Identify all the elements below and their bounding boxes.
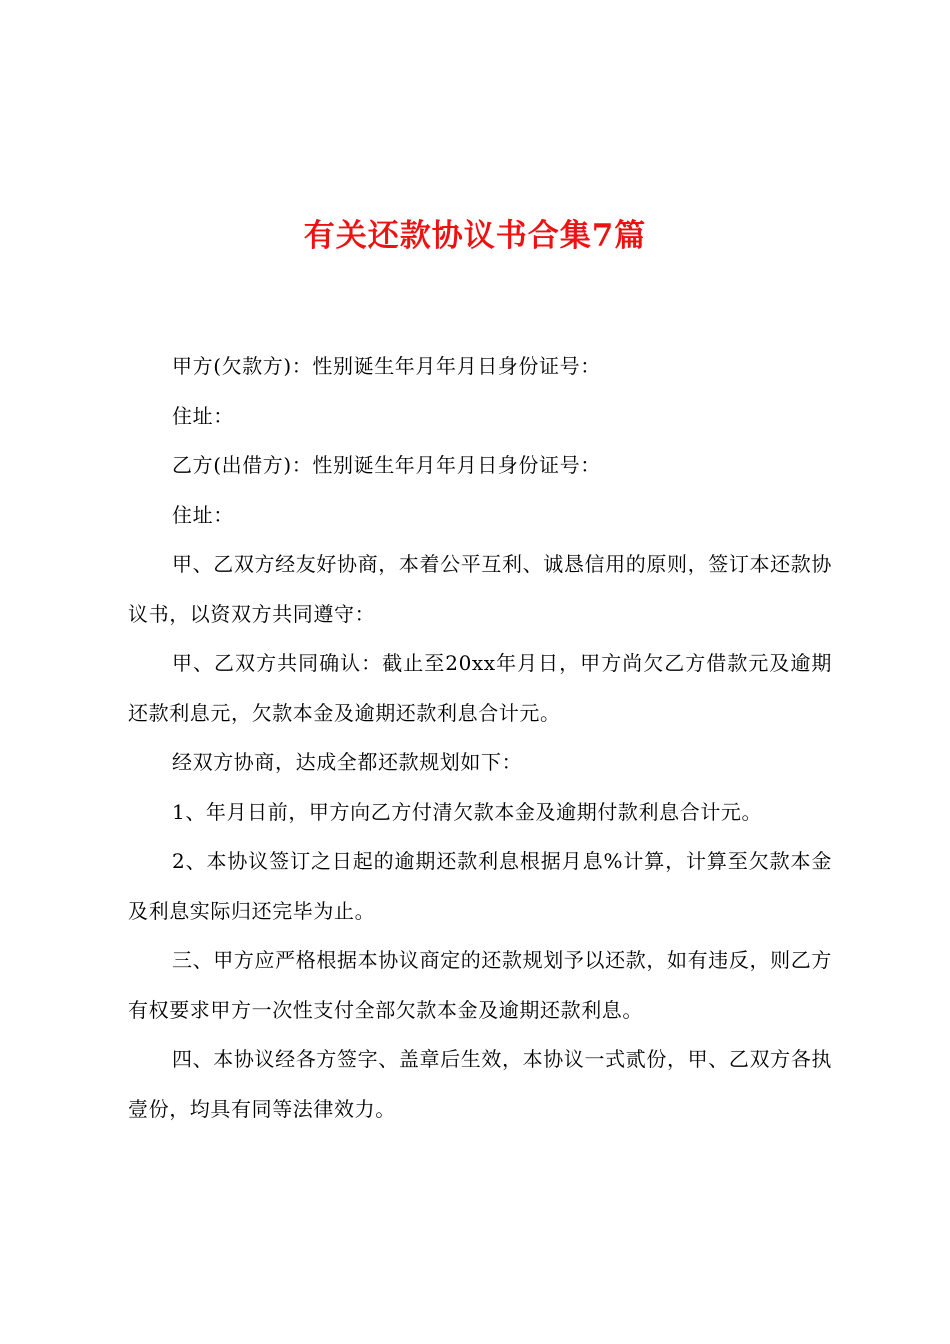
party-b-info: 乙方(出借方)：性别诞生年月年月日身份证号： [172,453,601,477]
clause-2: 2、本协议签订之日起的逾期还款利息根据月息%计算，计算至欠款本金及利息实际归还完毕为止。 [128,849,832,923]
clause-1: 1、年月日前，甲方向乙方付清欠款本金及逾期付款利息合计元。 [172,799,763,824]
repayment-plan-intro: 经双方协商，达成全都还款规划如下： [172,750,523,774]
party-b-address: 住址： [172,502,234,527]
party-a-address: 住址： [172,403,234,428]
party-a-info: 甲方(欠款方)：性别诞生年月年月日身份证号： [172,354,601,378]
clause-3: 三、甲方应严格根据本协议商定的还款规划予以还款，如有违反，则乙方有权要求甲方一次性支付全部欠款本金及逾期还款利息。 [128,948,832,1022]
document-title: 有关还款协议书合集7篇 [303,218,647,254]
document-body [128,342,832,1134]
clause-4: 四、本协议经各方签字、盖章后生效，本协议一式贰份，甲、乙双方各执壹份，均具有同等法律效力。 [128,1047,832,1121]
debt-confirmation: 甲、乙双方共同确认：截止至20xx年月日，甲方尚欠乙方借款元及逾期还款利息元，欠款本金及逾期还款利息合计元。 [128,651,832,725]
agreement-preamble: 甲、乙双方经友好协商，本着公平互利、诚恳信用的原则，签订本还款协议书，以资双方共同遵守： [128,552,832,626]
